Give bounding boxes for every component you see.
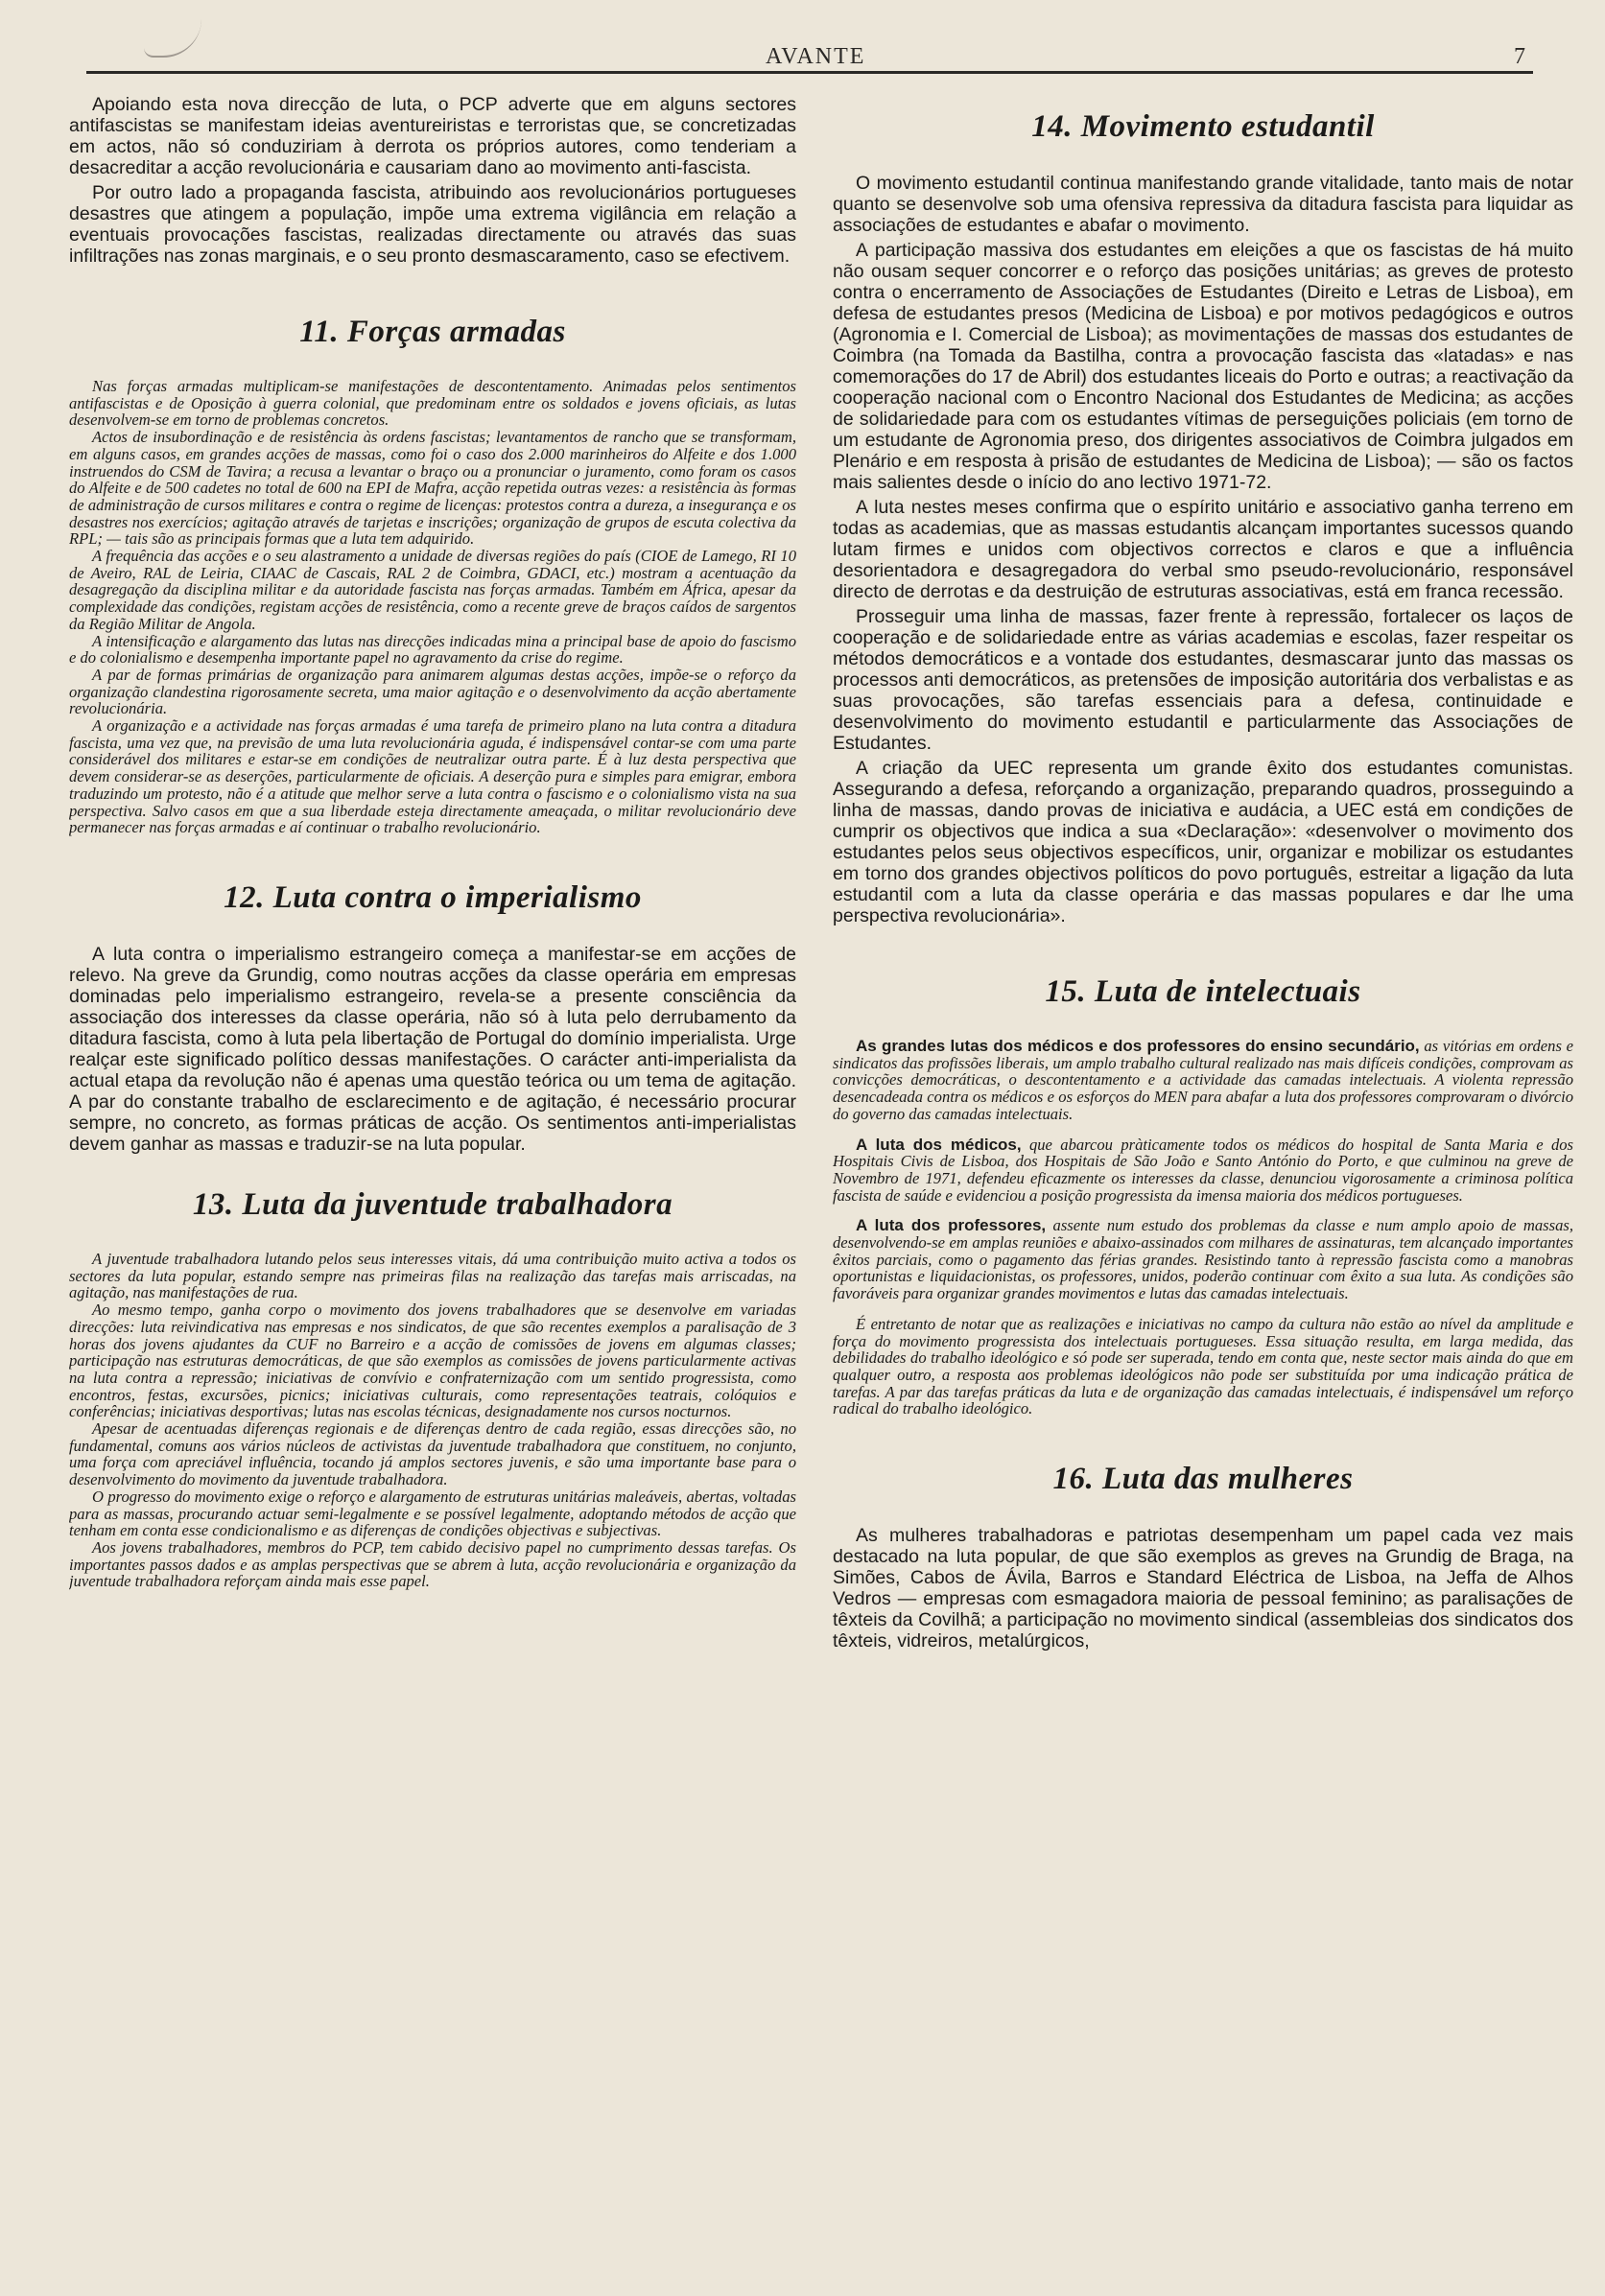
section-13-paragraph: O progresso do movimento exige o reforço e alargamento de estruturas unitárias maleáveis, abertas, voltadas para as massas, procurando actuar semi-legalmente e se possível legalmente, adoptando métodos de acção que tenham em conta esse condicionalismo e as diferenças de condições objectivas e subjectivas. xyxy=(69,1487,796,1540)
section-14-paragraph: A criação da UEC representa um grande êxito dos estudantes comunistas. Assegurando a defesa, reforçando a organização, preparando quadros, prosseguindo a linha de massas, dando provas de iniciativa e audácia, a UEC está em condições de cumprir os objectivos que indica a sua «Declaração»: «desenvolver o movimento dos estudantes pelos seus objectivos específicos, unir, organizar e mobilizar os estudantes em torno dos grandes objectivos políticos do povo português, estreitar a ligação da luta estudantil com a luta da classe operária e das massas populares e dar lhe uma perspectiva revolucionária». xyxy=(833,758,1573,926)
section-11-title: 11. Forças armadas xyxy=(299,315,566,349)
page-number: 7 xyxy=(1514,44,1525,69)
section-16-paragraph: As mulheres trabalhadoras e patriotas desempenham um papel cada vez mais destacado na luta popular, de que são exemplos as greves na Grundig de Braga, na Simões, Cabos de Ávila, Barros e Standard Eléctrica de Lisboa, na Jeffa de Alhos Vedros — empresas com esmagadora maioria de pessoal feminino; as paralisações de têxteis da Covilhã; a participação no movimento sindical (assembleias dos sindicatos dos têxteis, vidreiros, metalúrgicos, xyxy=(833,1525,1573,1652)
section-13-paragraph: Apesar de acentuadas diferenças regionais e de diferenças dentro de cada região, essas direcções são, no fundamental, comuns aos vários núcleos de activistas da juventude trabalhadora que constituem, no conjunto, uma força com apreciável influência, tocando já amplos sectores juvenis, e são uma importante base para o desenvolvimento do movimento da juventude trabalhadora. xyxy=(69,1419,796,1489)
section-15-paragraph: É entretanto de notar que as realizações e iniciativas no campo da cultura não estão ao nível da amplitude e força do movimento progressista dos intelectuais portugueses. Essa situação resulta, em larga medida, das debilidades do trabalho ideológico e só pode ser superada, tendo em conta que, neste sector mais ainda do que em qualquer outro, a resposta aos problemas ideológicos não pode ser substituída por uma indicação prática de tarefas. A par das tarefas práticas da luta e de organização das camadas intelectuais, é indispensável um reforço radical do trabalho ideológico. xyxy=(833,1314,1573,1418)
running-title: AVANTE xyxy=(766,44,866,69)
section-13-paragraph: A juventude trabalhadora lutando pelos seus interesses vitais, dá uma contribuição muito activa a todos os sectores da luta popular, estando sempre nas primeiras filas na realização das tarefas mais arriscadas, na agitação, nas manifestações de rua. xyxy=(69,1249,796,1302)
section-11-paragraph: A frequência das acções e o seu alastramento a unidade de diversas regiões do país (CIOE de Lamego, RI 10 de Aveiro, RAL de Leiria, CIAAC de Cascais, RAL 2 de Coimbra, GDACI, etc.) mostram a acentuação da desagregação da disciplina militar e da autoridade fascista nas forças armadas. Também em África, apesar da complexidade das condições, registam acções de resistência, como a recente greve de braços caídos de sargentos da Região Militar de Angola. xyxy=(69,547,796,633)
run-in-heading: A luta dos médicos, xyxy=(856,1135,1022,1154)
section-12-title: 12. Luta contra o imperialismo xyxy=(224,879,642,915)
section-14-paragraph: O movimento estudantil continua manifestando grande vitalidade, tanto mais de notar quanto se desenvolve sob uma ofensiva repressiva da ditadura fascista para liquidar as associações de estudantes e abafar o movimento. xyxy=(833,173,1573,236)
section-14-paragraph: Prosseguir uma linha de massas, fazer frente à repressão, fortalecer os laços de cooperação e de solidariedade entre as várias academias e escolas, fazer respeitar os métodos democráticos e a vontade dos estudantes, desmascarar junto das massas os processos anti democráticos, as pretensões de imposição autoritária dos verbalistas e as suas provocações, são tarefas essenciais para a defesa, continuidade e desenvolvimento do movimento estudantil e particularmente das Associações de Estudantes. xyxy=(833,606,1573,754)
section-15-paragraph: A luta dos médicos, que abarcou pràticamente todos os médicos do hospital de Santa Maria e dos Hospitais Civis de Lisboa, dos Hospitais de São João e Santo António do Porto, e que culminou na greve de Novembro de 1971, defendeu eficazmente os interesses da classe, denunciou vigorosamente a criminosa política fascista de saúde e evidenciou a posição progressista da imensa maioria dos médicos portugueses. xyxy=(833,1135,1573,1205)
section-12-paragraph: A luta contra o imperialismo estrangeiro começa a manifestar-se em acções de relevo. Na greve da Grundig, como noutras acções da classe operária em empresas dominadas pelo imperialismo estrangeiro, revela-se a presente consciência da associação dos interesses da classe operária, não só à luta pelo derrubamento da ditadura fascista, como à luta pela libertação de Portugal do domínio imperialista. Urge realçar este significado político dessas manifestações. O carácter anti-imperialista da actual etapa da revolução não é apenas uma questão teórica ou um tema de agitação. A par do constante trabalho de esclarecimento e de agitação, é necessário procurar sempre, no concreto, as formas práticas de acção. Os sentimentos anti-imperialistas devem ganhar as massas e traduzir-se na luta popular. xyxy=(69,943,796,1155)
section-11-paragraph: Actos de insubordinação e de resistência às ordens fascistas; levantamentos de rancho que se transformam, em alguns casos, em grandes acções de massas, como foi o caso dos 2.000 marinheiros do Alfeite e dos 1.000 instruendos do CSM de Tavira; a recusa a levantar o braço ou a pronunciar o juramento, como foram os casos do Alfeite e de 500 cadetes no total de 600 na EPI de Mafra, acção repetida outras vezes: a resistência às formas de administração de cursos militares e contra o regime de licenças: protestos contra a dureza, a insegurança e os desastres nos exercícios; agitação através de tarjetas e inscrições; organização de grupos de escuta colectiva da RPL; — tais são as principais formas que a luta tem adquirido. xyxy=(69,428,796,549)
section-16-title: 16. Luta das mulheres xyxy=(1052,1462,1354,1497)
section-13-title: 13. Luta da juventude trabalhadora xyxy=(192,1186,673,1222)
run-in-heading: A luta dos professores, xyxy=(856,1216,1047,1235)
section-14-paragraph: A luta nestes meses confirma que o espírito unitário e associativo ganha terreno em todas as academias, que as massas estudantis alcançam importantes sucessos quando lutam firmes e unidos com objectivos correctos e claros e que a influência desorientadora e desagregadora do verbal smo pseudo-revolucionário, responsável directo de derrotas e da destruição de estruturas associativas, está em franca recessão. xyxy=(833,497,1573,602)
left-column xyxy=(69,94,796,2271)
intro-paragraph: Apoiando esta nova direcção de luta, o PCP adverte que em alguns sectores antifascistas se manifestam ideias aventureiristas e terroristas que, se concretizadas em actos, não só conduziriam à derrota os próprios autores, como tenderiam a desacreditar a acção revolucionária e causariam dano ao movimento anti-fascista. xyxy=(69,94,796,178)
section-13-paragraph: Ao mesmo tempo, ganha corpo o movimento dos jovens trabalhadores que se desenvolve em variadas direcções: luta reivindicativa nas empresas e nos sindicatos, de que são recentes exemplos a paralisação de 3 horas dos jovens ajudantes da CUF no Barreiro e a acção de comissões de jovens em algumas classes; participação nas estruturas democráticas, de que são exemplos as comissões de jovens particularmente activas na luta contra a repressão; iniciativas de convívio e confraternização com um sentido progressista, como encontros, festas, excursões, picnics; iniciativas culturais, como representações teatrais, colóquios e conferências; iniciativas desportivas; lutas nas escolas técnicas, designadamente nos cursos nocturnos. xyxy=(69,1300,796,1421)
section-15-title: 15. Luta de intelectuais xyxy=(1045,974,1361,1009)
intro-paragraph: Por outro lado a propaganda fascista, atribuindo aos revolucionários portugueses desastres que atingem a população, impõe uma extrema vigilância em relação a eventuais provocações fascistas, realizadas directamente ou através das suas infiltrações nas zonas marginais, e o seu pronto desmascaramento, caso se efectivem. xyxy=(69,182,796,267)
section-11-paragraph: A intensificação e alargamento das lutas nas direcções indicadas mina a principal base de apoio do fascismo e do colonialismo e desempenha importante papel no agravamento da crise do regime. xyxy=(69,631,796,668)
section-15-paragraph: A luta dos professores, assente num estudo dos problemas da classe e num amplo apoio de massas, desenvolvendo-se em amplas reuniões e abaixo-assinados com milhares de assinaturas, tem alcançado importantes êxitos parciais, como o pagamento das férias grandes. Resistindo tanto à repressão fascista como a manobras oportunistas e liquidacionistas, os professores, unidos, poderão continuar com êxito a sua luta. As condições são favoráveis para organizar grandes movimentos e lutas das camadas intelectuais. xyxy=(833,1216,1573,1303)
section-13-paragraph: Aos jovens trabalhadores, membros do PCP, tem cabido decisivo papel no cumprimento dessas tarefas. Os importantes passos dados e as amplas perspectivas que se abrem à luta, acção revolucionária e organização da juventude trabalhadora reforçam ainda mais esse papel. xyxy=(69,1537,796,1591)
section-11-paragraph: Nas forças armadas multiplicam-se manifestações de descontentamento. Animadas pelos sentimentos antifascistas e de Oposição à guerra colonial, que predominam entre os soldados e jovens oficiais, as lutas desenvolvem-se em torno de problemas concretos. xyxy=(69,377,796,430)
header-rule xyxy=(86,71,1533,74)
section-15-paragraph: As grandes lutas dos médicos e dos professores do ensino secundário, as vitórias em ordens e sindicatos das profissões liberais, um amplo trabalho cultural realizado nas mais difíceis condições, comprovam as convicções democráticas, o descontentamento e a actividade das camadas intelectuais. A violenta repressão desencadeada contra os médicos e os esforços do MEN para abafar a luta dos professores comprovaram o divórcio do governo das camadas intelectuais. xyxy=(833,1037,1573,1123)
section-14-paragraph: A participação massiva dos estudantes em eleições a que os fascistas de há muito não ousam sequer concorrer e o reforço das posições unitárias; as greves de protesto contra o encerramento de Associações de Estudantes (Direito e Letras de Lisboa), em defesa de estudantes presos (Medicina de Lisboa) e por motivos pedagógicos e outros (Agronomia e I. Comercial de Lisboa); as movimentações de massas dos estudantes de Coimbra (na Tomada da Bastilha, contra a provocação fascista das «latadas» e nas comemorações do 17 de Abril) dos estudantes liceais do Porto e outras; a reactivação da cooperação nacional com o Encontro Nacional dos Estudantes de Medicina; as acções de solidariedade para com os estudantes vítimas de perseguições policiais (em torno de um estudante de Agronomia preso, dos dirigentes associativos de Coimbra julgados em Plenário e em resposta à prisão de estudantes de Medicina de Lisboa); — são os factos mais salientes desde o início do ano lectivo 1971-72. xyxy=(833,240,1573,493)
run-in-heading: As grandes lutas dos médicos e dos professores do ensino secundário, xyxy=(856,1037,1420,1055)
section-14-title: 14. Movimento estudantil xyxy=(1031,109,1375,144)
section-11-paragraph: A par de formas primárias de organização para animarem algumas destas acções, impõe-se o reforço da organização clandestina rigorosamente secreta, uma maior agitação e o desenvolvimento da acção abertamente revolucionária. xyxy=(69,665,796,718)
right-column xyxy=(833,94,1573,2271)
section-11-paragraph: A organização e a actividade nas forças armadas é uma tarefa de primeiro plano na luta contra a ditadura fascista, uma vez que, na previsão de uma luta revolucionária aguda, é indispensável contar-se com uma parte considerável dos militares e estar-se em condições de neutralizar outra parte. É à luz desta perspectiva que devem considerar-se as deserções, particularmente de oficiais. A deserção pura e simples para emigrar, embora traduzindo um protesto, não é a atitude que melhor serve a luta contra o fascismo e o colonialismo vista na sua perspectiva. Salvo casos em que a sua liberdade esteja directamente ameaçada, o militar revolucionário deve permanecer nas forças armadas e aí continuar o trabalho revolucionário. xyxy=(69,716,796,837)
page-header xyxy=(86,42,1533,81)
